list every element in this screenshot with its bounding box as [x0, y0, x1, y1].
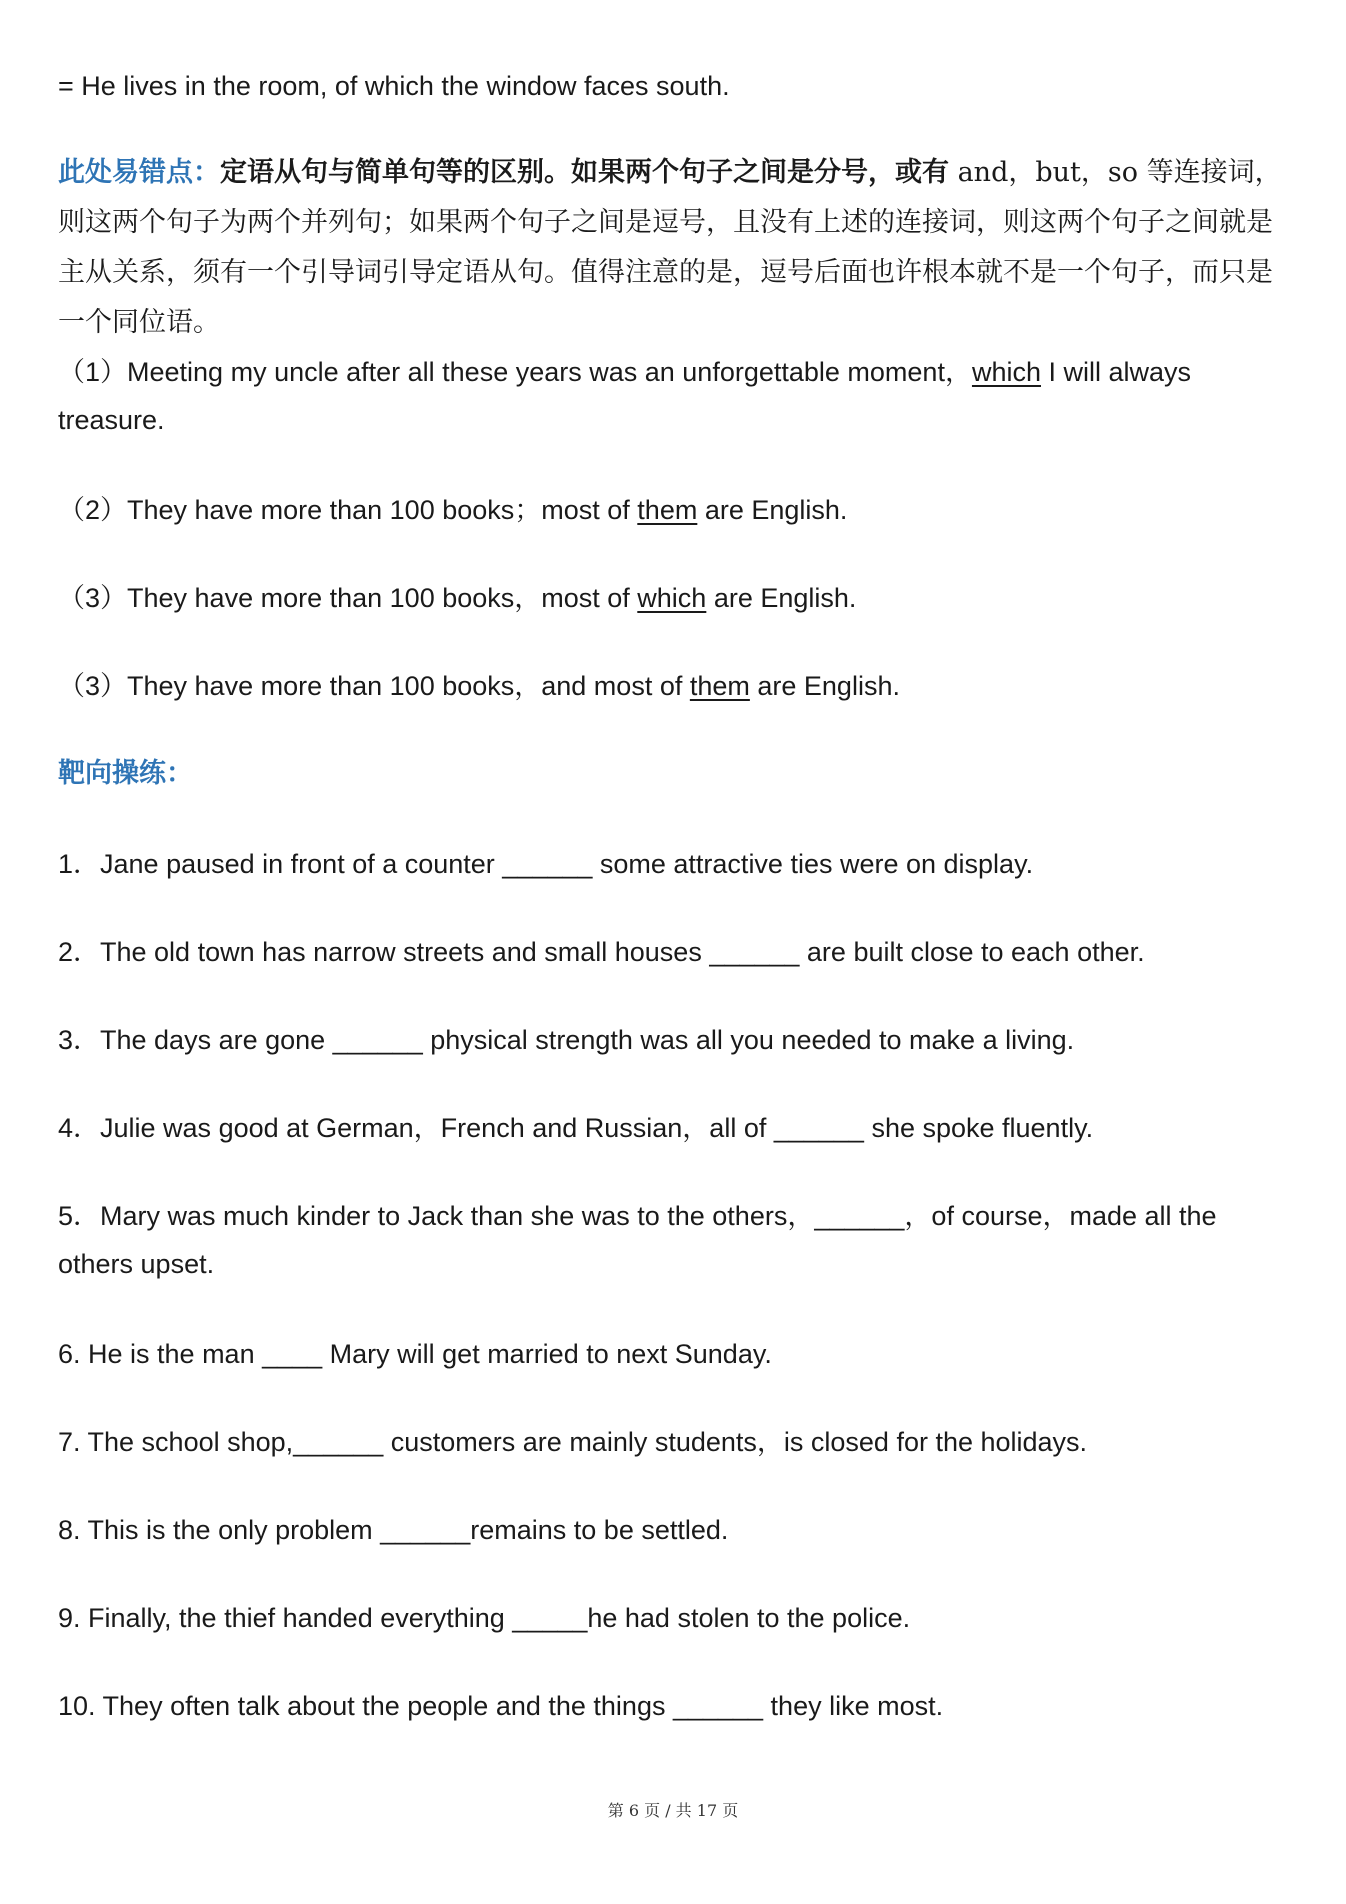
- top-line: = He lives in the room, of which the window faces south.: [58, 71, 730, 101]
- example-3: （3）They have more than 100 books，most of which are English.: [58, 583, 857, 613]
- exercise-9: 9. Finally, the thief handed everything _____he had stolen to the police.: [58, 1603, 911, 1633]
- exercise-8: 8. This is the only problem ______remains to be settled.: [58, 1515, 729, 1545]
- example-1: （1）Meeting my uncle after all these years was an unforgettable moment，which I will always treasure.: [58, 357, 1192, 435]
- note-label: 此处易错点：: [58, 157, 220, 188]
- exercise-7: 7. The school shop,______ customers are mainly students，is closed for the holidays.: [58, 1427, 1088, 1457]
- example-2: （2）They have more than 100 books；most of them are English.: [58, 495, 848, 525]
- exercise-4: 4．Julie was good at German，French and Russian，all of ______ she spoke fluently.: [58, 1113, 1094, 1143]
- page-footer: 第 6 页 / 共 17 页: [607, 1801, 739, 1820]
- note-rest-text: and，but，so 等连接词，则这两个句子为两个并列句；如果两个句子之间是逗号，且没有上述的连接词，则这两个句子之间就是主从关系，须有一个引导词引导定语从句。值得注意的是，逗号后面也许根本就不是一个句子，而只是一个同位语。: [58, 157, 1282, 338]
- exercise-5: 5．Mary was much kinder to Jack than she was to the others，______，of course，made all the others upset.: [58, 1201, 1217, 1279]
- practice-title: 靶向操练：: [58, 758, 193, 789]
- exercise-1: 1．Jane paused in front of a counter ______ some attractive ties were on display.: [58, 849, 1034, 879]
- note-paragraph: [58, 148, 1298, 348]
- exercise-2: 2．The old town has narrow streets and small houses ______ are built close to each other.: [58, 937, 1145, 967]
- exercise-10: 10. They often talk about the people and the things ______ they like most.: [58, 1691, 944, 1721]
- document-page: [58, 62, 1298, 1721]
- note-bold-text: 定语从句与简单句等的区别。如果两个句子之间是分号，或有: [220, 157, 949, 188]
- exercise-3: 3．The days are gone ______ physical strength was all you needed to make a living.: [58, 1025, 1075, 1055]
- exercise-6: 6. He is the man ____ Mary will get married to next Sunday.: [58, 1339, 772, 1369]
- example-4: （3）They have more than 100 books，and most of them are English.: [58, 671, 900, 701]
